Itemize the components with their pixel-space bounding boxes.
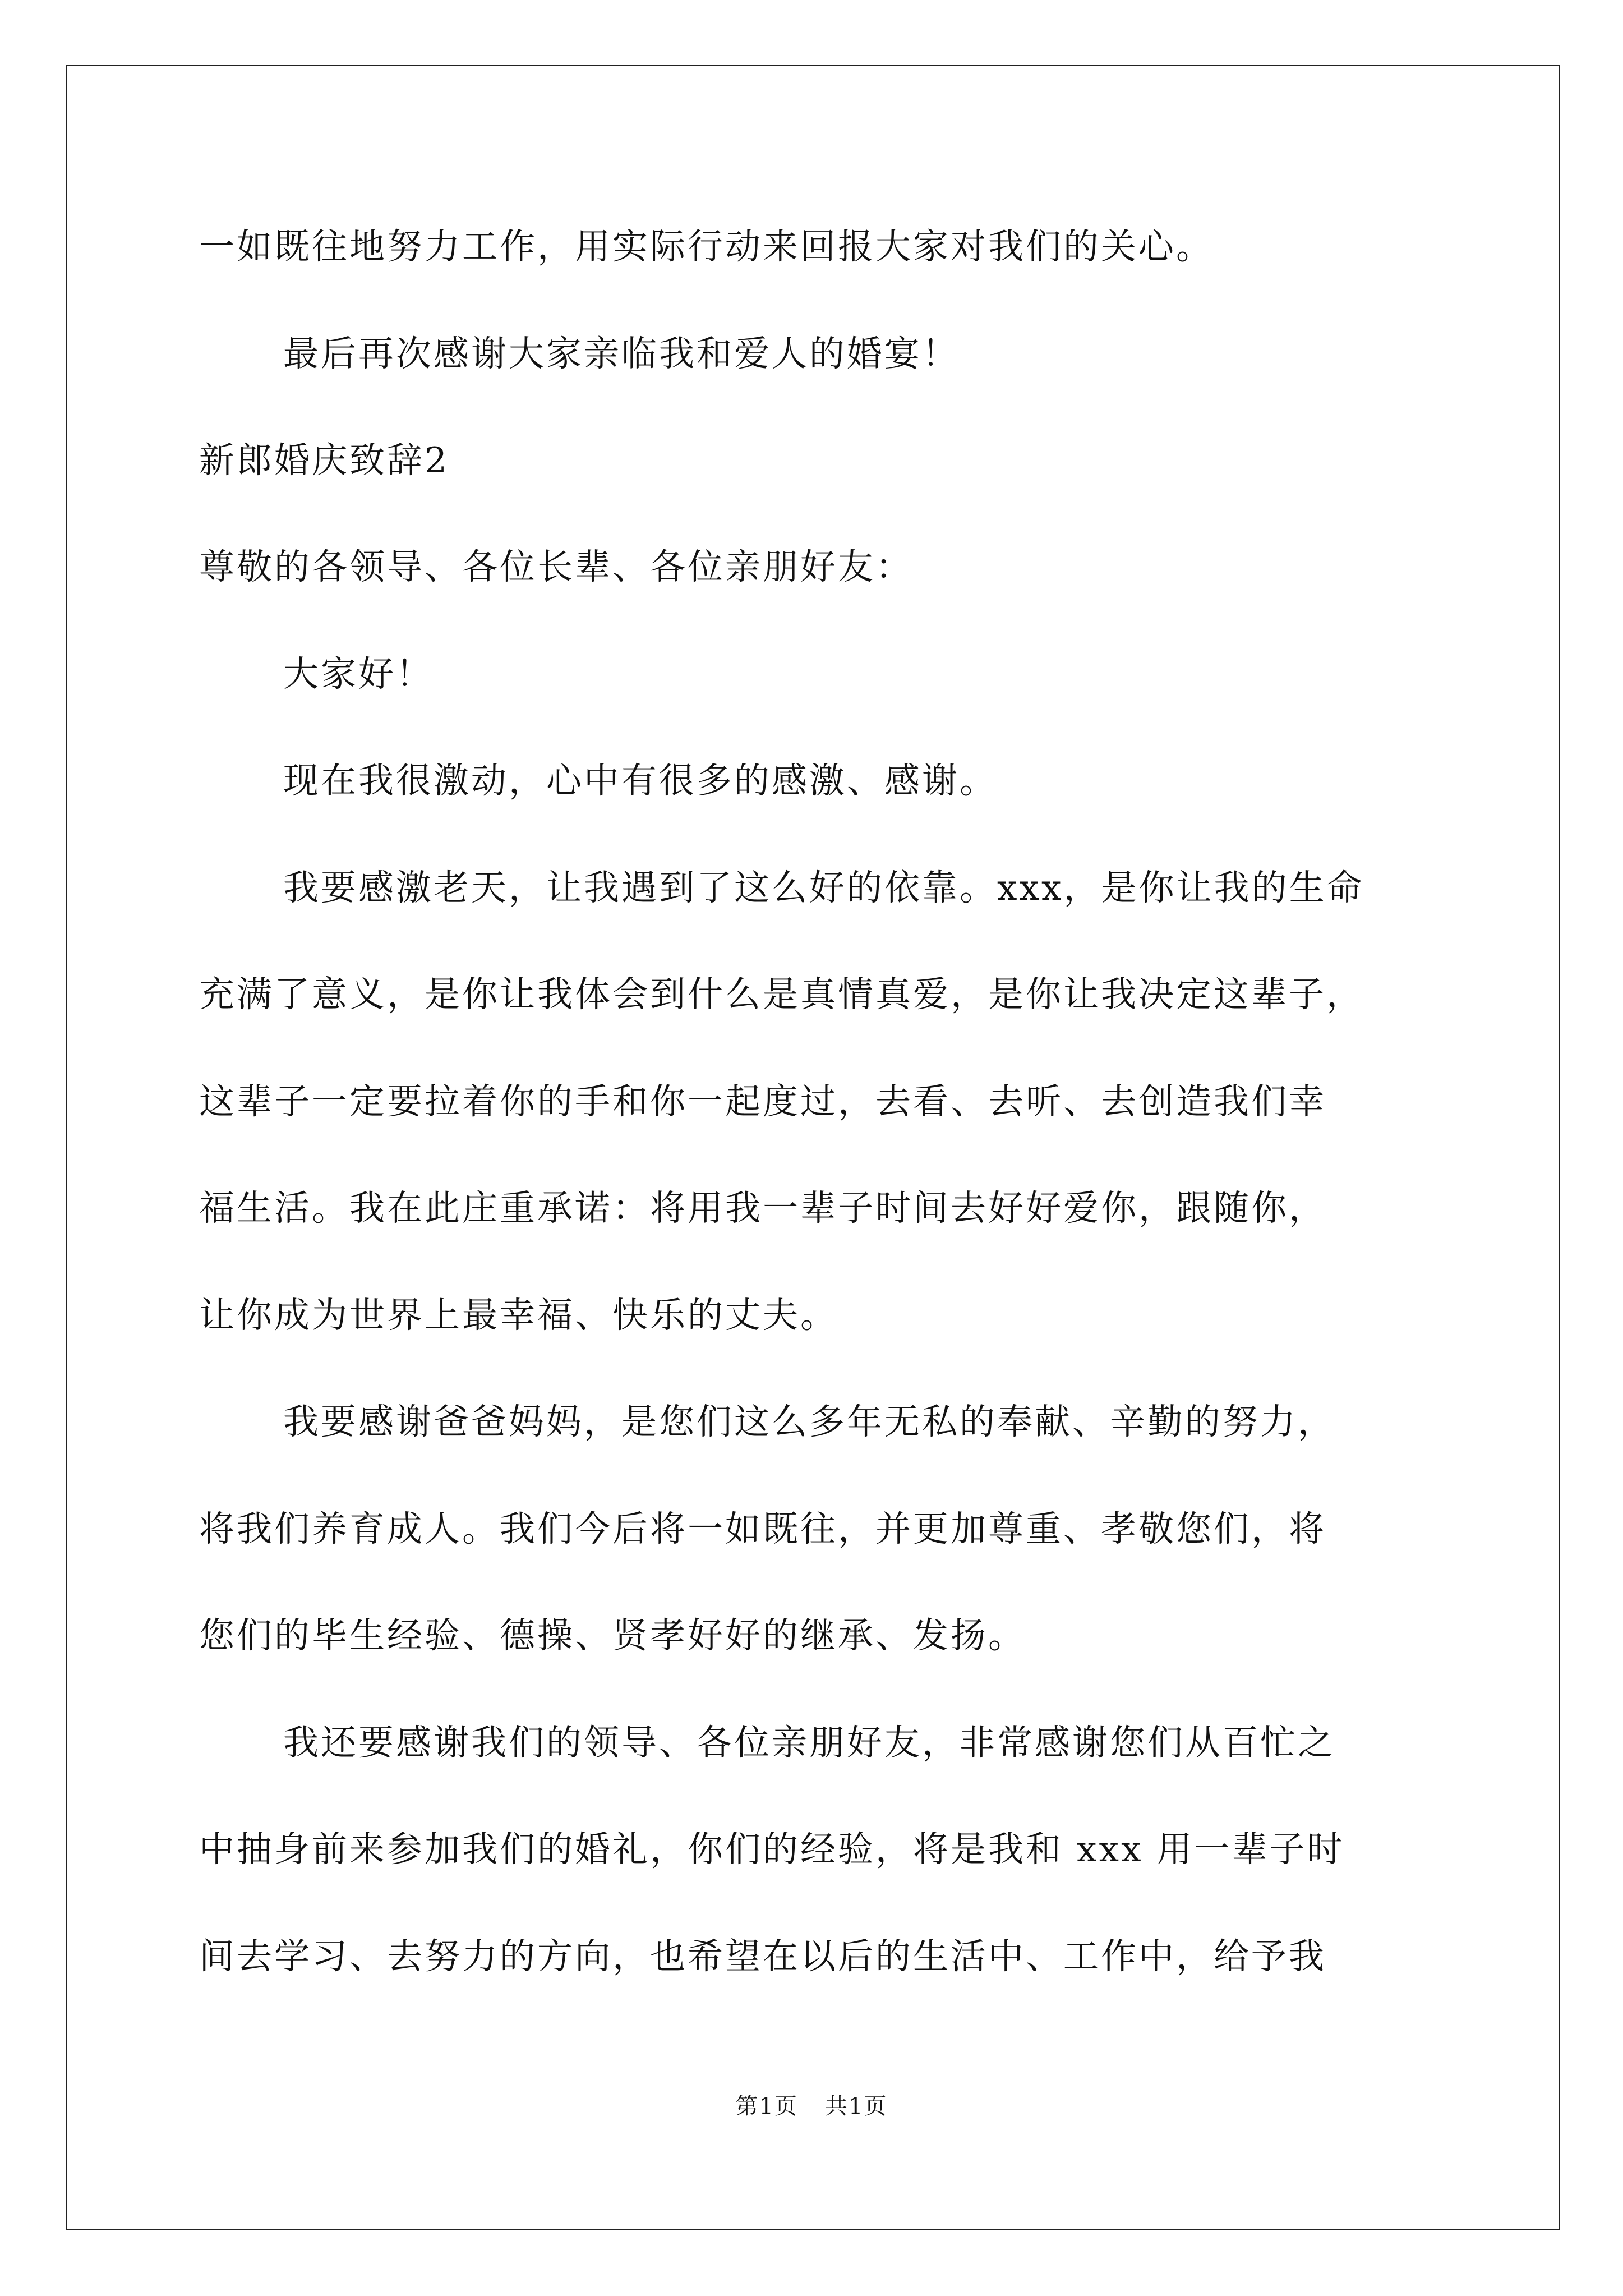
text-line: 这辈子一定要拉着你的手和你一起度过，去看、去听、去创造我们幸 (199, 1081, 1326, 1122)
page-border (66, 65, 1560, 2230)
text-line: 让你成为世界上最幸福、快乐的丈夫。 (199, 1295, 838, 1336)
text-line: 现在我很激动，心中有很多的感激、感谢。 (283, 760, 997, 801)
salutation: 尊敬的各领导、各位长辈、各位亲朋好友： (199, 546, 913, 587)
text-line: 充满了意义，是你让我体会到什么是真情真爱，是你让我决定这辈子， (199, 974, 1364, 1015)
text-line: 一如既往地努力工作，用实际行动来回报大家对我们的关心。 (199, 226, 1214, 267)
page-total: 共1页 (825, 2093, 888, 2119)
page-footer (0, 2092, 1623, 2120)
text-line: 中抽身前来参加我们的婚礼，你们的经验，将是我和 xxx 用一辈子时 (199, 1829, 1345, 1870)
text-line: 我还要感谢我们的领导、各位亲朋好友，非常感谢您们从百忙之 (283, 1722, 1335, 1763)
text-line: 您们的毕生经验、德操、贤孝好好的继承、发扬。 (199, 1615, 1026, 1656)
text-line: 大家好！ (283, 654, 434, 694)
section-heading: 新郎婚庆致辞2 (199, 440, 450, 481)
text-line: 我要感激老天，让我遇到了这么好的依靠。xxx，是你让我的生命 (283, 867, 1364, 908)
text-line: 福生活。我在此庄重承诺：将用我一辈子时间去好好爱你，跟随你， (199, 1188, 1326, 1228)
text-line: 将我们养育成人。我们今后将一如既往，并更加尊重、孝敬您们，将 (199, 1508, 1326, 1549)
text-line: 最后再次感谢大家亲临我和爱人的婚宴！ (283, 333, 960, 374)
page-number: 第1页 (735, 2093, 798, 2119)
text-line: 我要感谢爸爸妈妈，是您们这么多年无私的奉献、辛勤的努力， (283, 1401, 1335, 1442)
text-line: 间去学习、去努力的方向，也希望在以后的生活中、工作中，给予我 (199, 1936, 1326, 1977)
